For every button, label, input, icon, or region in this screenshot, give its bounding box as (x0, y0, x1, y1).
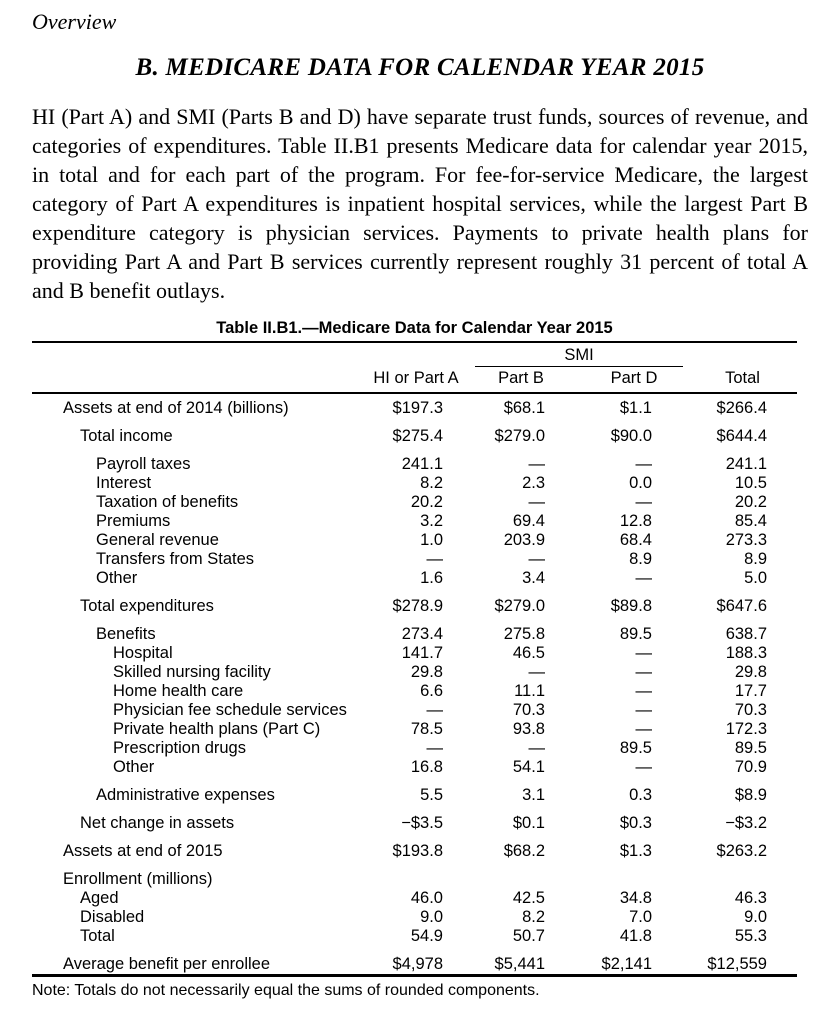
row-label: Aged (80, 889, 119, 907)
cell-total: 70.3 (734, 701, 767, 719)
row-label: Prescription drugs (113, 739, 246, 757)
empty-header-cell (698, 342, 797, 367)
cell-total: $12,559 (707, 955, 767, 973)
cell-hi-or-part-a: 9.0 (420, 908, 443, 926)
cell-total: 85.4 (734, 512, 767, 530)
cell-part-b: — (528, 739, 545, 757)
cell-part-d (570, 861, 698, 889)
cell-total: 188.3 (725, 644, 767, 662)
cell-part-b: $5,441 (494, 955, 545, 973)
cell-total: 17.7 (734, 682, 767, 700)
row-label: Other (113, 758, 155, 776)
table-row (32, 861, 797, 889)
cell-hi-or-part-a: 3.2 (420, 512, 443, 530)
cell-part-b (472, 861, 570, 889)
cell-part-d: — (635, 663, 652, 681)
cell-part-d: — (635, 720, 652, 738)
cell-hi-or-part-a: 5.5 (420, 786, 443, 804)
cell-part-b: $68.2 (503, 842, 545, 860)
table-row (32, 418, 797, 446)
table-row (32, 908, 797, 927)
table-row (32, 739, 797, 758)
cell-part-d: 89.5 (619, 625, 652, 643)
cell-total: 172.3 (725, 720, 767, 738)
cell-part-d: 0.3 (629, 786, 652, 804)
row-label: Total income (80, 427, 173, 445)
cell-part-b: 11.1 (514, 682, 545, 700)
cell-total: 638.7 (725, 625, 767, 643)
row-label: Assets at end of 2014 (billions) (63, 399, 289, 417)
cell-hi-or-part-a: 6.6 (420, 682, 443, 700)
cell-hi-or-part-a: 1.6 (420, 569, 443, 587)
cell-part-b: $0.1 (512, 814, 545, 832)
table-row (32, 777, 797, 805)
table-row (32, 946, 797, 976)
cell-part-d: $2,141 (601, 955, 652, 973)
table-row (32, 569, 797, 588)
cell-part-b: — (528, 493, 545, 511)
cell-part-d: $1.3 (619, 842, 652, 860)
cell-part-b: 3.4 (522, 569, 545, 587)
cell-part-b: 54.1 (512, 758, 545, 776)
cell-hi-or-part-a: 78.5 (410, 720, 443, 738)
smi-group-header: SMI (475, 345, 683, 367)
cell-total: 8.9 (744, 550, 767, 568)
cell-total: 70.9 (734, 758, 767, 776)
row-label: Assets at end of 2015 (63, 842, 223, 860)
cell-part-b: 50.7 (512, 927, 545, 945)
cell-part-b: $68.1 (503, 399, 545, 417)
cell-hi-or-part-a: 20.2 (410, 493, 443, 511)
table-row (32, 393, 797, 418)
cell-part-b: — (528, 455, 545, 473)
table-row (32, 588, 797, 616)
cell-part-b: 8.2 (522, 908, 545, 926)
cell-hi-or-part-a: — (426, 550, 443, 568)
table-row (32, 663, 797, 682)
cell-hi-or-part-a: — (426, 701, 443, 719)
cell-part-b: — (528, 663, 545, 681)
cell-hi-or-part-a: $4,978 (392, 955, 443, 973)
cell-part-b: 275.8 (503, 625, 545, 643)
table-row (32, 446, 797, 474)
cell-total: 273.3 (725, 531, 767, 549)
table-row (32, 701, 797, 720)
row-label: Disabled (80, 908, 145, 926)
row-label: General revenue (96, 531, 219, 549)
empty-header-cell (32, 342, 360, 367)
row-label: Payroll taxes (96, 455, 191, 473)
column-header-part-d: Part D (570, 367, 698, 393)
row-label: Total expenditures (80, 597, 214, 615)
cell-total: 241.1 (725, 455, 767, 473)
row-label: Benefits (96, 625, 156, 643)
row-label: Administrative expenses (96, 786, 275, 804)
cell-hi-or-part-a: — (426, 739, 443, 757)
table-row (32, 682, 797, 701)
cell-total: 89.5 (734, 739, 767, 757)
table-row (32, 758, 797, 777)
row-label: Physician fee schedule services (113, 701, 347, 719)
section-label: Overview (32, 9, 117, 34)
row-label: Enrollment (millions) (63, 870, 213, 888)
cell-part-d: 89.5 (619, 739, 652, 757)
row-label: Transfers from States (96, 550, 255, 568)
table-note: Note: Totals do not necessarily equal the sums of rounded components. (32, 982, 540, 999)
medicare-data-table (32, 341, 797, 977)
cell-part-b: $279.0 (494, 597, 545, 615)
cell-hi-or-part-a: 141.7 (401, 644, 443, 662)
cell-part-d: — (635, 493, 652, 511)
cell-total: $266.4 (716, 399, 767, 417)
cell-hi-or-part-a: 16.8 (410, 758, 443, 776)
table-row (32, 644, 797, 663)
table-row (32, 512, 797, 531)
cell-total: 46.3 (734, 889, 767, 907)
cell-part-d: — (635, 644, 652, 662)
table-row (32, 805, 797, 833)
cell-total: $8.9 (734, 786, 767, 804)
cell-total: $644.4 (716, 427, 767, 445)
column-header-hi-or-part-a: HI or Part A (360, 367, 472, 393)
table-row (32, 889, 797, 908)
cell-hi-or-part-a: 273.4 (401, 625, 443, 643)
table-row (32, 474, 797, 493)
body-paragraph: HI (Part A) and SMI (Parts B and D) have separate trust funds, sources of revenue, and categories of expenditures. Table II.B1 presents Medicare data for calendar year 2015, in total and for each part of the program. For fee-for-service Medicare, the largest category of Part A expenditures is inpatient hospital services, while the largest Part B expenditure category is physician services. Payments to private health plans for providing Part A and Part B services currently represent roughly 31 percent of total A and B benefit outlays. (32, 104, 808, 303)
table-row (32, 927, 797, 946)
row-label: Other (96, 569, 138, 587)
cell-total: 10.5 (734, 474, 767, 492)
cell-part-d: — (635, 569, 652, 587)
cell-total: 20.2 (734, 493, 767, 511)
cell-part-d: $0.3 (619, 814, 652, 832)
cell-total: −$3.2 (725, 814, 767, 832)
row-label: Premiums (96, 512, 171, 530)
table-row (32, 720, 797, 739)
table-row (32, 493, 797, 512)
cell-part-b: $279.0 (494, 427, 545, 445)
cell-part-d: 0.0 (629, 474, 652, 492)
cell-total: 5.0 (744, 569, 767, 587)
column-header-part-b: Part B (472, 367, 570, 393)
cell-part-d: — (635, 701, 652, 719)
cell-total: 9.0 (744, 908, 767, 926)
cell-part-d: 8.9 (629, 550, 652, 568)
cell-hi-or-part-a: $197.3 (392, 399, 443, 417)
cell-total: $263.2 (716, 842, 767, 860)
cell-hi-or-part-a: −$3.5 (401, 814, 443, 832)
smi-group-header-cell (472, 342, 698, 367)
cell-part-d: — (635, 455, 652, 473)
row-label: Private health plans (Part C) (113, 720, 321, 738)
cell-part-b: 42.5 (512, 889, 545, 907)
cell-part-d: — (635, 758, 652, 776)
cell-part-d: $90.0 (610, 427, 652, 445)
cell-part-d: 12.8 (619, 512, 652, 530)
column-header-total: Total (698, 367, 797, 393)
cell-part-b: 70.3 (512, 701, 545, 719)
cell-hi-or-part-a: $193.8 (392, 842, 443, 860)
cell-part-d: 68.4 (619, 531, 652, 549)
cell-hi-or-part-a: 54.9 (410, 927, 443, 945)
table-row (32, 616, 797, 644)
cell-part-b: 69.4 (512, 512, 545, 530)
table-group-header-row (32, 342, 797, 367)
cell-part-d: 34.8 (619, 889, 652, 907)
cell-part-b: 46.5 (512, 644, 545, 662)
cell-hi-or-part-a: 241.1 (401, 455, 443, 473)
row-label: Hospital (113, 644, 173, 662)
empty-header-cell (32, 367, 360, 393)
empty-header-cell (360, 342, 472, 367)
cell-part-d: 7.0 (629, 908, 652, 926)
row-label: Average benefit per enrollee (63, 955, 271, 973)
cell-part-d: $1.1 (619, 399, 652, 417)
table-row (32, 833, 797, 861)
cell-total: 29.8 (734, 663, 767, 681)
cell-part-d: — (635, 682, 652, 700)
cell-hi-or-part-a (360, 861, 472, 889)
row-label: Interest (96, 474, 152, 492)
row-label: Taxation of benefits (96, 493, 239, 511)
row-label: Net change in assets (80, 814, 235, 832)
page-title: B. MEDICARE DATA FOR CALENDAR YEAR 2015 (135, 54, 705, 81)
cell-part-d: $89.8 (610, 597, 652, 615)
table-header-row (32, 367, 797, 393)
row-label: Home health care (113, 682, 244, 700)
row-label: Total (80, 927, 115, 945)
table-body (32, 393, 797, 976)
cell-part-b: 93.8 (512, 720, 545, 738)
table-row (32, 550, 797, 569)
cell-total: 55.3 (734, 927, 767, 945)
cell-hi-or-part-a: 46.0 (410, 889, 443, 907)
cell-total (698, 861, 797, 889)
cell-part-d: 41.8 (619, 927, 652, 945)
cell-hi-or-part-a: 29.8 (410, 663, 443, 681)
cell-part-b: 3.1 (522, 786, 545, 804)
cell-part-b: 2.3 (522, 474, 545, 492)
cell-hi-or-part-a: $275.4 (392, 427, 443, 445)
cell-total: $647.6 (716, 597, 767, 615)
cell-hi-or-part-a: 8.2 (420, 474, 443, 492)
cell-hi-or-part-a: $278.9 (392, 597, 443, 615)
table-title: Table II.B1.—Medicare Data for Calendar Year 2015 (216, 319, 613, 337)
table-row (32, 531, 797, 550)
cell-part-b: — (528, 550, 545, 568)
cell-part-b: 203.9 (503, 531, 545, 549)
row-label: Skilled nursing facility (113, 663, 271, 681)
cell-hi-or-part-a: 1.0 (420, 531, 443, 549)
